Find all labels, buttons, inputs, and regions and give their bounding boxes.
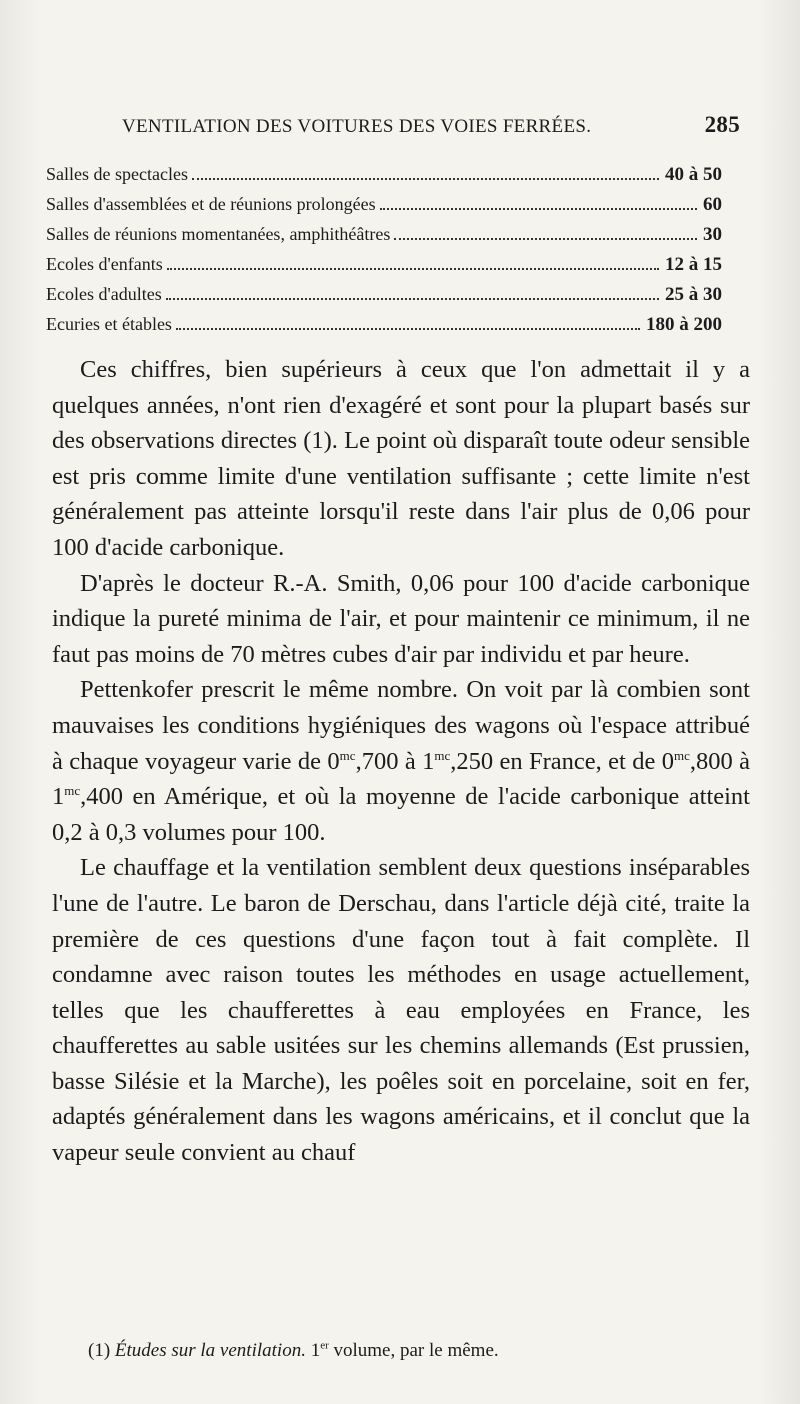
row-label: Salles de réunions momentanées, amphithéâtres [46, 224, 391, 244]
row-label: Ecoles d'enfants [46, 254, 163, 274]
ventilation-rates-table [46, 162, 722, 342]
dot-leader [394, 222, 697, 240]
row-value: 40 à 50 [665, 164, 722, 185]
row-value: 180 à 200 [646, 314, 722, 335]
paragraph: Le chauffage et la ventilation semblent deux questions inséparables l'une de l'autre. Le baron de Derschau, dans l'article déjà cité, traite la première de ces questions d'une façon tout à fait complète. Il condamne avec raison toutes les méthodes en usage actuellement, telles que les chaufferettes à eau employées en France, les chaufferettes au sable usitées sur les chemins allemands (Est prussien, basse Silésie et la Marche), les poêles soit en porcelaine, soit en fer, adaptés généralement dans les wagons américains, et il conclut que la vapeur seule convient au chauf [52, 854, 750, 1167]
row-label: Ecuries et étables [46, 314, 172, 334]
table-row [46, 162, 722, 192]
running-title: VENTILATION DES VOITURES DES VOIES FERRÉES. [122, 116, 592, 137]
footnote-title: Études sur la ventilation. [114, 1340, 306, 1361]
footnote-volume-number: 1 [310, 1340, 321, 1361]
text-run: ,700 à 1 [355, 747, 435, 775]
dot-leader [166, 282, 659, 300]
body-text [52, 352, 750, 1171]
text-run: ,400 en Amérique, et où la moyenne de l'acide carbonique atteint 0,2 à 0,3 volumes pour 100. [52, 783, 750, 846]
table-row [46, 252, 722, 282]
superscript: er [320, 1339, 329, 1352]
text-run: ,250 en France, et de 0 [450, 747, 674, 775]
dot-leader [380, 192, 697, 210]
table-row [46, 192, 722, 222]
row-value: 25 à 30 [665, 284, 722, 305]
dot-leader [192, 162, 659, 180]
superscript: mc [64, 782, 81, 798]
dot-leader [167, 252, 659, 270]
table-row [46, 282, 722, 312]
page-number: 285 [704, 112, 740, 137]
row-value: 60 [703, 194, 722, 215]
paragraph [52, 672, 750, 850]
footnote-rest: volume, par le même. [328, 1340, 499, 1361]
row-label: Salles d'assemblées et de réunions prolongées [46, 194, 376, 214]
table-row [46, 312, 722, 342]
row-value: 30 [703, 224, 722, 245]
superscript: mc [674, 747, 690, 763]
text-run: ,800 à 1 [52, 747, 751, 811]
paragraph: Ces chiffres, bien supérieurs à ceux que l'on admettait il y a quelques années, n'ont rien d'exagéré et sont pour la plupart basés sur des observations directes (1). Le point où disparaît toute odeur sensible est pris comme limite d'une ventilation suffisante ; cette limite n'est généralement pas atteinte lorsqu'il reste dans l'air plus de 0,06 pour 100 d'acide carbonique. [52, 356, 750, 561]
superscript: mc [434, 747, 451, 763]
row-label: Ecoles d'adultes [46, 284, 162, 304]
text-run: Pettenkofer prescrit le même nombre. On voit par là combien sont mauvaises les conditions hygiéniques des wagons où l'espace attribué à chaque voyageur varie de 0 [52, 676, 750, 775]
paragraph: D'après le docteur R.-A. Smith, 0,06 pour 100 d'acide carbonique indique la pureté minima de l'air, et pour maintenir ce minimum, il ne faut pas moins de 70 mètres cubes d'air par individu et par heure. [52, 569, 750, 668]
table-row [46, 222, 722, 252]
footnote [88, 1340, 748, 1362]
row-value: 12 à 15 [665, 254, 722, 275]
dot-leader [176, 312, 640, 330]
footnote-number: (1) [88, 1340, 111, 1361]
superscript: mc [339, 747, 356, 763]
row-label: Salles de spectacles [46, 164, 188, 184]
